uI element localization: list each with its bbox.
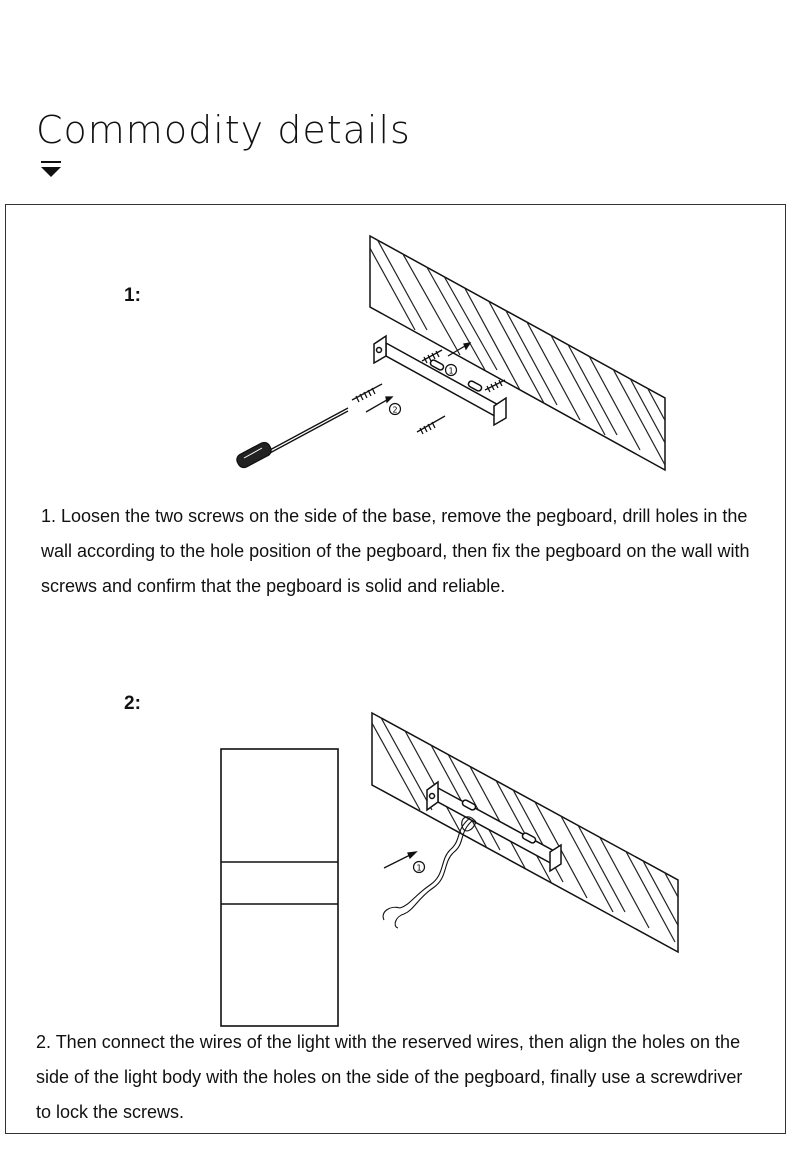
step-1-description: 1. Loosen the two screws on the side of the base, remove the pegboard, drill holes in the wall according to the hole position of the pegboard, then fix the pegboard on the wall with screws and confirm that the pegboard is solid and reliable. bbox=[41, 506, 750, 596]
wall-panel-2 bbox=[362, 705, 711, 958]
svg-text:2: 2 bbox=[392, 405, 398, 415]
insert-arrow bbox=[384, 852, 416, 868]
page-title: Commodity details bbox=[36, 108, 411, 152]
step-2-number: 2: bbox=[124, 693, 141, 714]
callout-1-step2 bbox=[414, 862, 425, 873]
step-2-description: 2. Then connect the wires of the light with the reserved wires, then align the holes on the side of the light body with the holes on the side of the pegboard, finally use a screwdriver to lock the screws. bbox=[36, 1032, 743, 1122]
step-1-number: 1: bbox=[124, 285, 141, 306]
svg-text:1: 1 bbox=[416, 863, 422, 873]
svg-text:1: 1 bbox=[448, 366, 454, 376]
light-fixture bbox=[221, 749, 338, 1026]
